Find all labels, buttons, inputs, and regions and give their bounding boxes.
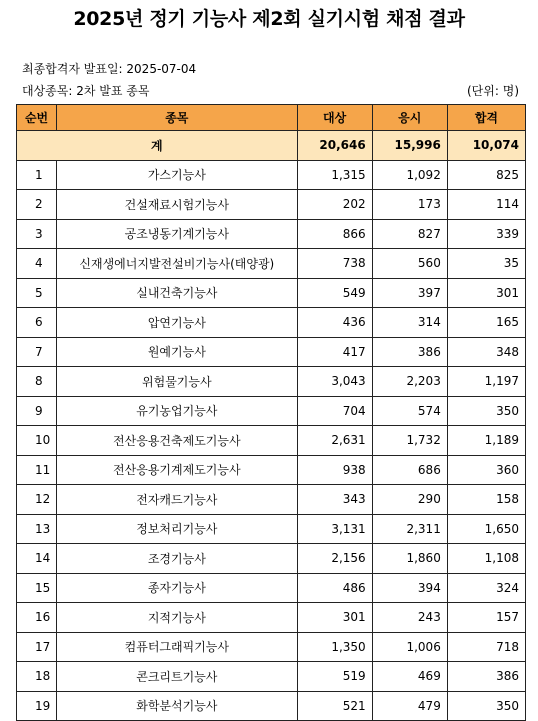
total-row [17,131,526,161]
total-passed: 10,074 [447,131,525,161]
row-passed: 825 [447,160,525,190]
row-target: 2,156 [297,544,372,574]
row-target: 519 [297,662,372,692]
row-no: 4 [17,249,57,279]
row-passed: 1,189 [447,426,525,456]
row-name: 콘크리트기능사 [57,662,297,692]
row-applied: 386 [372,337,447,367]
row-no: 15 [17,573,57,603]
row-no: 1 [17,160,57,190]
row-name: 컴퓨터그래픽기능사 [57,632,297,662]
table-row [17,662,526,692]
row-passed: 158 [447,485,525,515]
row-no: 10 [17,426,57,456]
row-passed: 301 [447,278,525,308]
table-row [17,278,526,308]
row-target: 938 [297,455,372,485]
row-passed: 1,197 [447,367,525,397]
row-target: 3,131 [297,514,372,544]
row-name: 정보처리기능사 [57,514,297,544]
row-passed: 386 [447,662,525,692]
row-name: 화학분석기능사 [57,691,297,721]
row-no: 19 [17,691,57,721]
row-applied: 686 [372,455,447,485]
table-row [17,573,526,603]
unit-label: (단위: 명) [467,84,519,98]
total-applied: 15,996 [372,131,447,161]
header-applied: 응시 [372,105,447,131]
row-target: 521 [297,691,372,721]
table-row [17,455,526,485]
row-passed: 339 [447,219,525,249]
table-row [17,160,526,190]
table-row [17,691,526,721]
row-target: 343 [297,485,372,515]
row-applied: 2,203 [372,367,447,397]
row-name: 압연기능사 [57,308,297,338]
row-no: 6 [17,308,57,338]
row-target: 436 [297,308,372,338]
row-name: 전산응용기계제도기능사 [57,455,297,485]
row-passed: 718 [447,632,525,662]
row-target: 549 [297,278,372,308]
table-header-row [17,105,526,131]
row-applied: 397 [372,278,447,308]
row-passed: 348 [447,337,525,367]
row-passed: 350 [447,396,525,426]
row-passed: 157 [447,603,525,633]
row-name: 종자기능사 [57,573,297,603]
row-no: 9 [17,396,57,426]
row-applied: 2,311 [372,514,447,544]
results-table [16,104,526,721]
row-target: 486 [297,573,372,603]
row-name: 유기농업기능사 [57,396,297,426]
row-applied: 1,006 [372,632,447,662]
row-applied: 173 [372,190,447,220]
row-name: 신재생에너지발전설비기능사(태양광) [57,249,297,279]
table-row [17,337,526,367]
row-name: 공조냉동기계기능사 [57,219,297,249]
row-passed: 324 [447,573,525,603]
row-passed: 360 [447,455,525,485]
row-name: 위험물기능사 [57,367,297,397]
row-name: 전자캐드기능사 [57,485,297,515]
row-name: 가스기능사 [57,160,297,190]
header-target: 대상 [297,105,372,131]
table-row [17,603,526,633]
table-row [17,367,526,397]
row-target: 704 [297,396,372,426]
row-applied: 290 [372,485,447,515]
page-title: 2025년 정기 기능사 제2회 실기시험 채점 결과 [73,8,465,30]
row-name: 전산응용건축제도기능사 [57,426,297,456]
row-no: 2 [17,190,57,220]
row-no: 13 [17,514,57,544]
row-target: 2,631 [297,426,372,456]
target-items-label: 대상종목: 2차 발표 종목 [22,84,150,98]
table-row [17,426,526,456]
announcement-date: 최종합격자 발표일: 2025-07-04 [22,62,197,76]
row-passed: 35 [447,249,525,279]
table-row [17,308,526,338]
row-passed: 114 [447,190,525,220]
row-target: 301 [297,603,372,633]
row-applied: 469 [372,662,447,692]
row-passed: 350 [447,691,525,721]
row-no: 17 [17,632,57,662]
header-no: 순번 [17,105,57,131]
header-name: 종목 [57,105,297,131]
row-target: 417 [297,337,372,367]
row-no: 3 [17,219,57,249]
row-applied: 560 [372,249,447,279]
row-target: 202 [297,190,372,220]
row-applied: 827 [372,219,447,249]
row-no: 7 [17,337,57,367]
row-passed: 1,650 [447,514,525,544]
row-no: 18 [17,662,57,692]
row-target: 3,043 [297,367,372,397]
row-passed: 165 [447,308,525,338]
table-row [17,485,526,515]
table-row [17,632,526,662]
row-no: 11 [17,455,57,485]
row-no: 5 [17,278,57,308]
table-row [17,396,526,426]
row-target: 738 [297,249,372,279]
table-row [17,219,526,249]
row-applied: 1,860 [372,544,447,574]
total-target: 20,646 [297,131,372,161]
row-applied: 1,092 [372,160,447,190]
header-passed: 합격 [447,105,525,131]
row-no: 8 [17,367,57,397]
table-row [17,249,526,279]
row-applied: 479 [372,691,447,721]
total-label: 계 [17,131,298,161]
row-applied: 394 [372,573,447,603]
row-name: 건설재료시험기능사 [57,190,297,220]
row-no: 12 [17,485,57,515]
row-name: 조경기능사 [57,544,297,574]
row-target: 1,350 [297,632,372,662]
row-applied: 243 [372,603,447,633]
row-applied: 1,732 [372,426,447,456]
row-target: 1,315 [297,160,372,190]
row-no: 14 [17,544,57,574]
row-target: 866 [297,219,372,249]
table-row [17,190,526,220]
table-row [17,544,526,574]
row-applied: 314 [372,308,447,338]
row-no: 16 [17,603,57,633]
row-name: 원예기능사 [57,337,297,367]
row-name: 지적기능사 [57,603,297,633]
table-row [17,514,526,544]
row-passed: 1,108 [447,544,525,574]
row-name: 실내건축기능사 [57,278,297,308]
row-applied: 574 [372,396,447,426]
